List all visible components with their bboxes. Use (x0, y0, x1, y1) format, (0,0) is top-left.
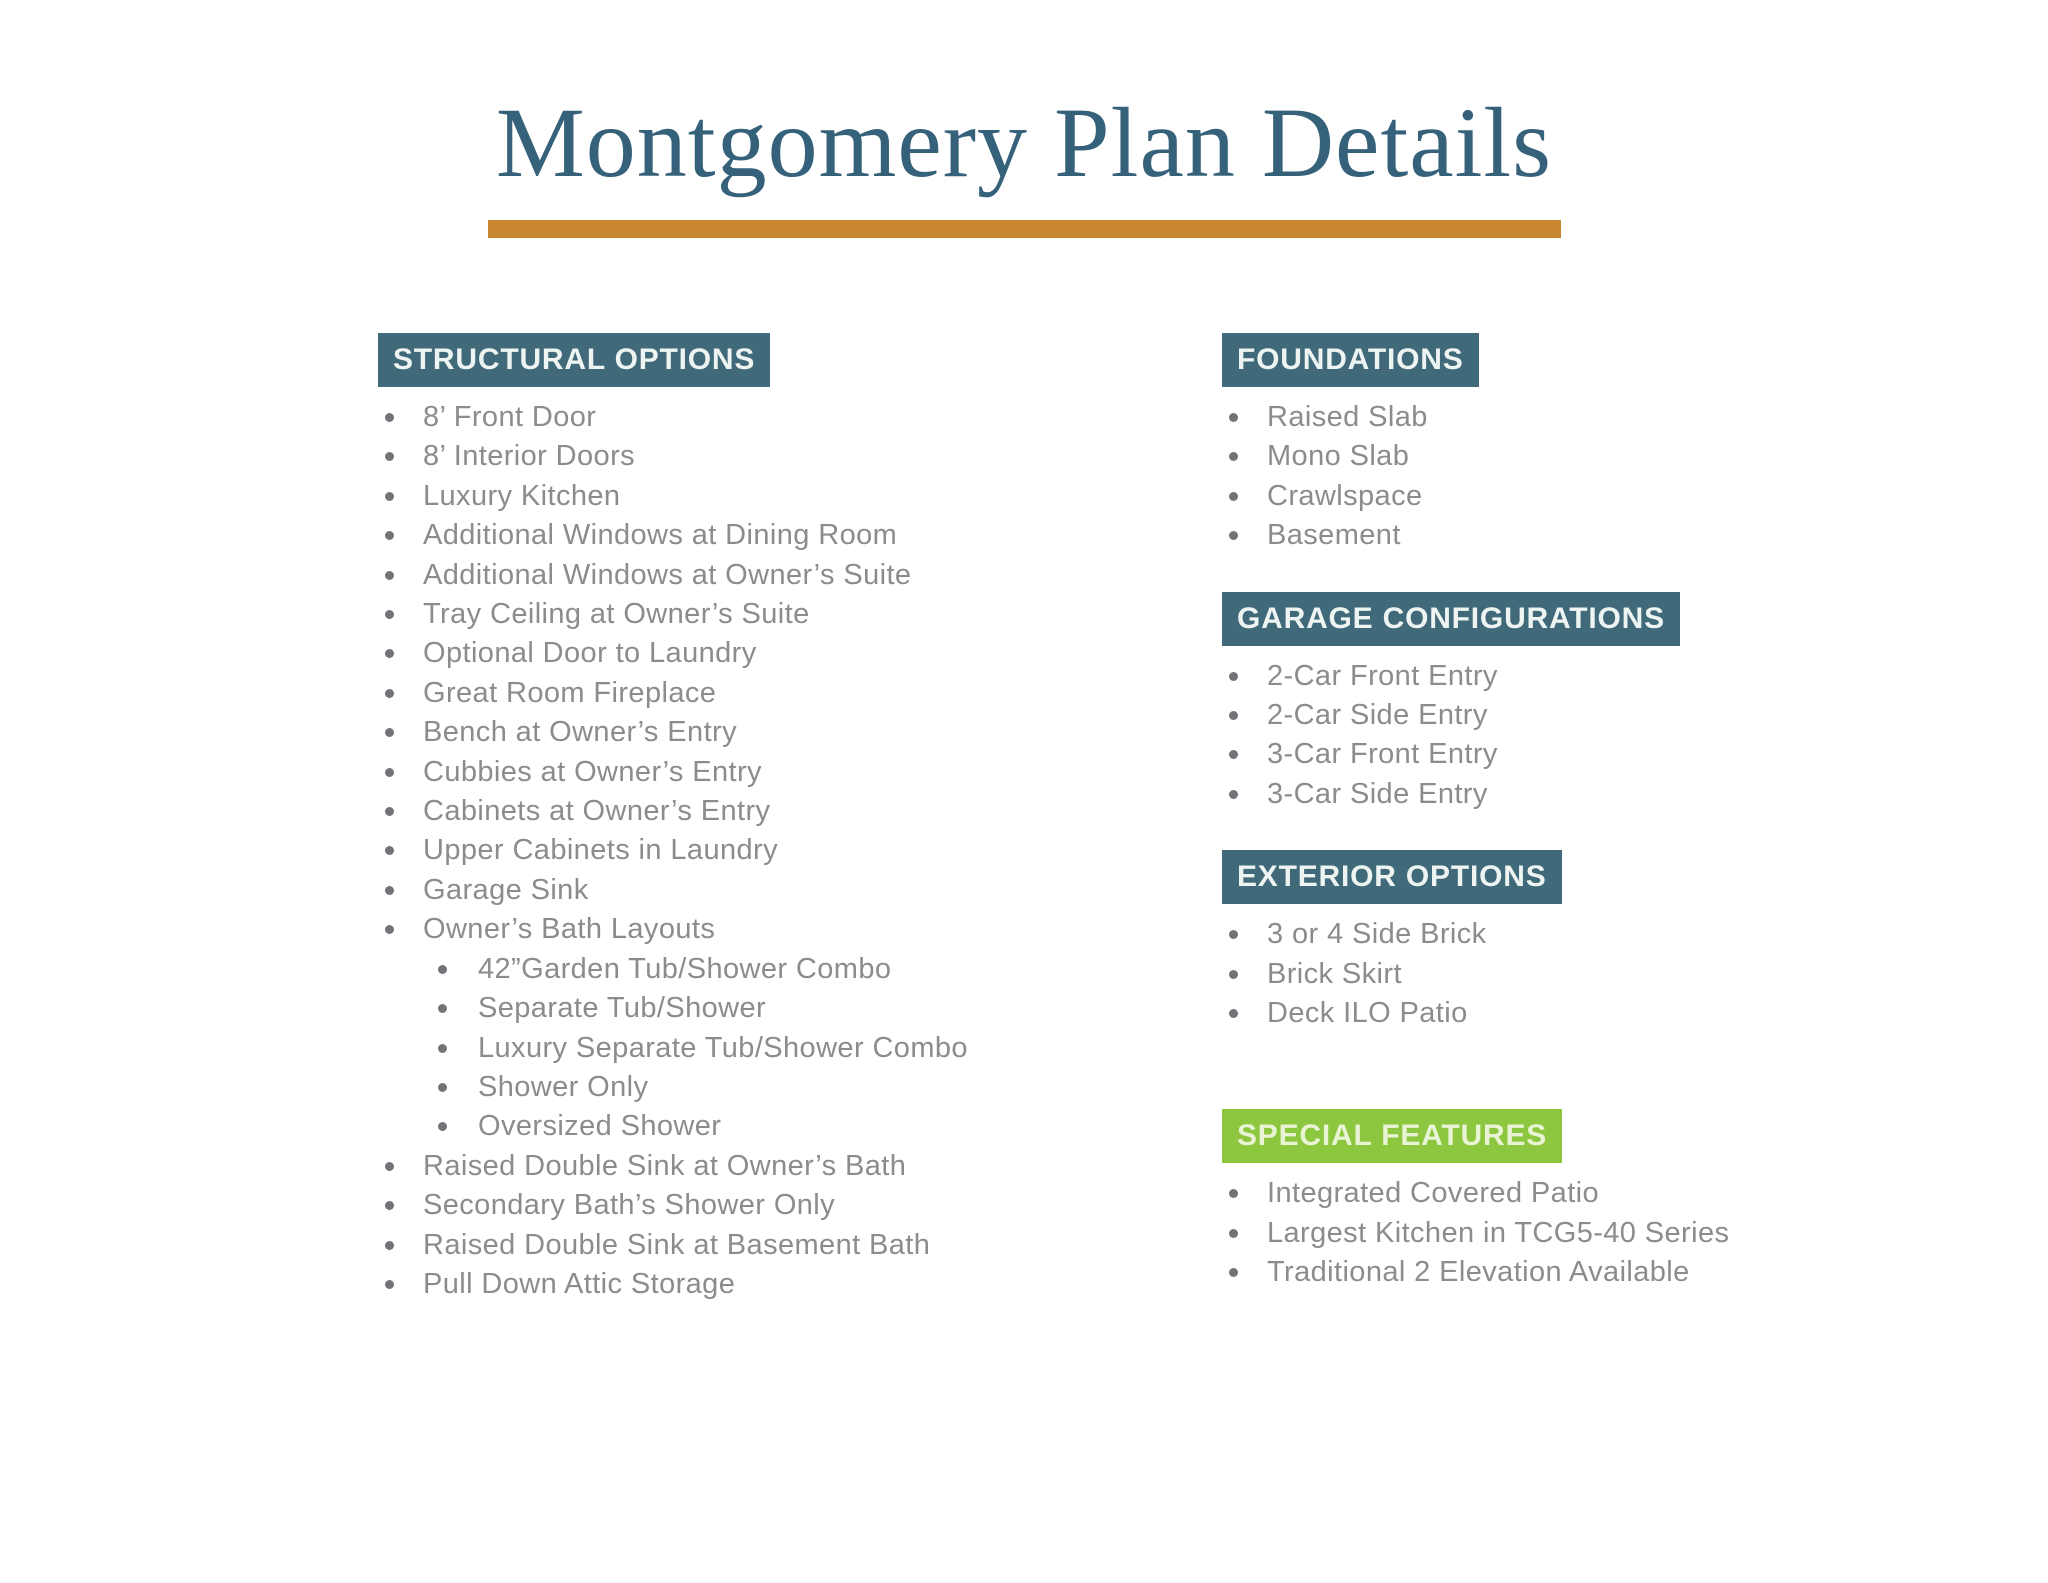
list-item (378, 713, 1198, 752)
list-item-label: Upper Cabinets in Laundry (423, 834, 778, 867)
left-column (378, 333, 1198, 1304)
bullet-icon (385, 1241, 394, 1250)
bullet-icon (385, 925, 394, 934)
list-item (378, 871, 1198, 910)
garage-configurations-list (1222, 657, 2002, 815)
special-features-list (1222, 1174, 2002, 1292)
bullet-icon (1229, 452, 1238, 461)
section-exterior-options (1222, 850, 2002, 1033)
list-item (378, 437, 1198, 476)
list-item-label: Mono Slab (1267, 440, 1410, 473)
list-item-label: Integrated Covered Patio (1267, 1177, 1600, 1210)
bullet-icon (385, 610, 394, 619)
title-underline (488, 220, 1561, 238)
list-item (1222, 1174, 2002, 1213)
bullet-icon (1229, 413, 1238, 422)
section-header-special-features: SPECIAL FEATURES (1222, 1109, 1562, 1163)
list-item-label: Traditional 2 Elevation Available (1267, 1256, 1690, 1289)
list-item-label: Luxury Kitchen (423, 479, 621, 512)
exterior-options-list (1222, 915, 2002, 1033)
section-header-exterior-options: EXTERIOR OPTIONS (1222, 850, 1562, 904)
list-item-label: Cubbies at Owner’s Entry (423, 755, 762, 788)
list-item-label: Oversized Shower (478, 1110, 722, 1143)
bullet-icon (385, 571, 394, 580)
bullet-icon (385, 452, 394, 461)
list-item (378, 910, 1198, 949)
list-item-label: 2-Car Side Entry (1267, 699, 1488, 732)
list-item-label: Optional Door to Laundry (423, 637, 757, 670)
bullet-icon (1229, 750, 1238, 759)
list-item (378, 398, 1198, 437)
bullet-icon (1229, 1268, 1238, 1277)
list-item-label: Raised Double Sink at Basement Bath (423, 1228, 931, 1261)
list-item-label: Largest Kitchen in TCG5-40 Series (1267, 1216, 1730, 1249)
list-item-label: Deck ILO Patio (1267, 997, 1468, 1030)
list-item-label: 8’ Interior Doors (423, 440, 636, 473)
list-sub-item (378, 1068, 1198, 1107)
list-item (1222, 696, 2002, 735)
bullet-icon (1229, 1189, 1238, 1198)
list-item-label: 2-Car Front Entry (1267, 659, 1498, 692)
section-header-garage-configurations: GARAGE CONFIGURATIONS (1222, 592, 1680, 646)
list-sub-item (378, 1029, 1198, 1068)
bullet-icon (385, 1162, 394, 1171)
bullet-icon (1229, 930, 1238, 939)
list-item-label: Secondary Bath’s Shower Only (423, 1189, 836, 1222)
bullet-icon (385, 768, 394, 777)
list-item-label: 3 or 4 Side Brick (1267, 918, 1487, 951)
section-garage-configurations (1222, 592, 2002, 815)
list-item (378, 792, 1198, 831)
list-item-label: Separate Tub/Shower (478, 992, 767, 1025)
section-structural-options (378, 333, 1198, 1304)
bullet-icon (385, 531, 394, 540)
bullet-icon (1229, 1229, 1238, 1238)
list-item (1222, 1253, 2002, 1292)
bullet-icon (385, 1280, 394, 1289)
section-header-foundations: FOUNDATIONS (1222, 333, 1479, 387)
section-foundations (1222, 333, 2002, 556)
list-item-label: Bench at Owner’s Entry (423, 716, 737, 749)
list-item (378, 634, 1198, 673)
bullet-icon (438, 965, 447, 974)
bullet-icon (385, 413, 394, 422)
bullet-icon (1229, 711, 1238, 720)
bullet-icon (438, 1122, 447, 1131)
list-item (1222, 994, 2002, 1033)
list-item (1222, 955, 2002, 994)
bullet-icon (438, 1044, 447, 1053)
list-item-label: Basement (1267, 519, 1401, 552)
bullet-icon (438, 1083, 447, 1092)
page-title: Montgomery Plan Details (495, 87, 1553, 198)
right-column (1222, 333, 2002, 1293)
bullet-icon (385, 846, 394, 855)
list-item (378, 1147, 1198, 1186)
list-item (1222, 516, 2002, 555)
list-item (1222, 735, 2002, 774)
list-item (378, 1265, 1198, 1304)
list-item (378, 556, 1198, 595)
list-sub-item (378, 1107, 1198, 1146)
bullet-icon (385, 492, 394, 501)
list-item-label: Tray Ceiling at Owner’s Suite (423, 598, 810, 631)
list-item (378, 753, 1198, 792)
bullet-icon (385, 886, 394, 895)
list-item-label: 8’ Front Door (423, 401, 597, 433)
list-item (1222, 1214, 2002, 1253)
list-item (1222, 657, 2002, 696)
bullet-icon (385, 1201, 394, 1210)
bullet-icon (1229, 790, 1238, 799)
list-item (1222, 915, 2002, 954)
list-item-label: Additional Windows at Owner’s Suite (423, 558, 912, 591)
bullet-icon (1229, 531, 1238, 540)
list-item (1222, 398, 2002, 437)
list-item-label: Great Room Fireplace (423, 676, 717, 709)
bullet-icon (1229, 672, 1238, 681)
section-special-features (1222, 1109, 2002, 1292)
list-item-label: Raised Slab (1267, 401, 1428, 433)
foundations-list (1222, 398, 2002, 556)
list-item (378, 1226, 1198, 1265)
bullet-icon (385, 728, 394, 737)
list-item (1222, 775, 2002, 814)
list-item-label: Crawlspace (1267, 479, 1423, 512)
list-item-label: Pull Down Attic Storage (423, 1267, 736, 1300)
list-item-label: 3-Car Front Entry (1267, 738, 1498, 771)
list-item (378, 1186, 1198, 1225)
list-item (378, 595, 1198, 634)
list-item-label: Garage Sink (423, 873, 589, 906)
bullet-icon (1229, 970, 1238, 979)
list-item-label: Brick Skirt (1267, 957, 1402, 990)
list-item (378, 831, 1198, 870)
bullet-icon (385, 689, 394, 698)
list-item-label: Luxury Separate Tub/Shower Combo (478, 1031, 968, 1064)
list-item (1222, 477, 2002, 516)
section-header-structural-options: STRUCTURAL OPTIONS (378, 333, 770, 387)
list-item (378, 674, 1198, 713)
list-item-label: Cabinets at Owner’s Entry (423, 795, 771, 828)
list-item-label: Owner’s Bath Layouts (423, 913, 716, 946)
list-item-label: Additional Windows at Dining Room (423, 519, 898, 552)
list-item-label: Raised Double Sink at Owner’s Bath (423, 1149, 907, 1182)
list-item-label: Shower Only (478, 1070, 649, 1103)
list-item-label: 42”Garden Tub/Shower Combo (478, 952, 892, 985)
list-item (1222, 437, 2002, 476)
list-sub-item (378, 950, 1198, 989)
list-item (378, 516, 1198, 555)
bullet-icon (1229, 1009, 1238, 1018)
structural-options-list (378, 398, 1198, 1304)
bullet-icon (438, 1004, 447, 1013)
list-sub-item (378, 989, 1198, 1028)
list-item (378, 477, 1198, 516)
bullet-icon (385, 649, 394, 658)
list-item-label: 3-Car Side Entry (1267, 777, 1488, 810)
bullet-icon (385, 807, 394, 816)
bullet-icon (1229, 492, 1238, 501)
